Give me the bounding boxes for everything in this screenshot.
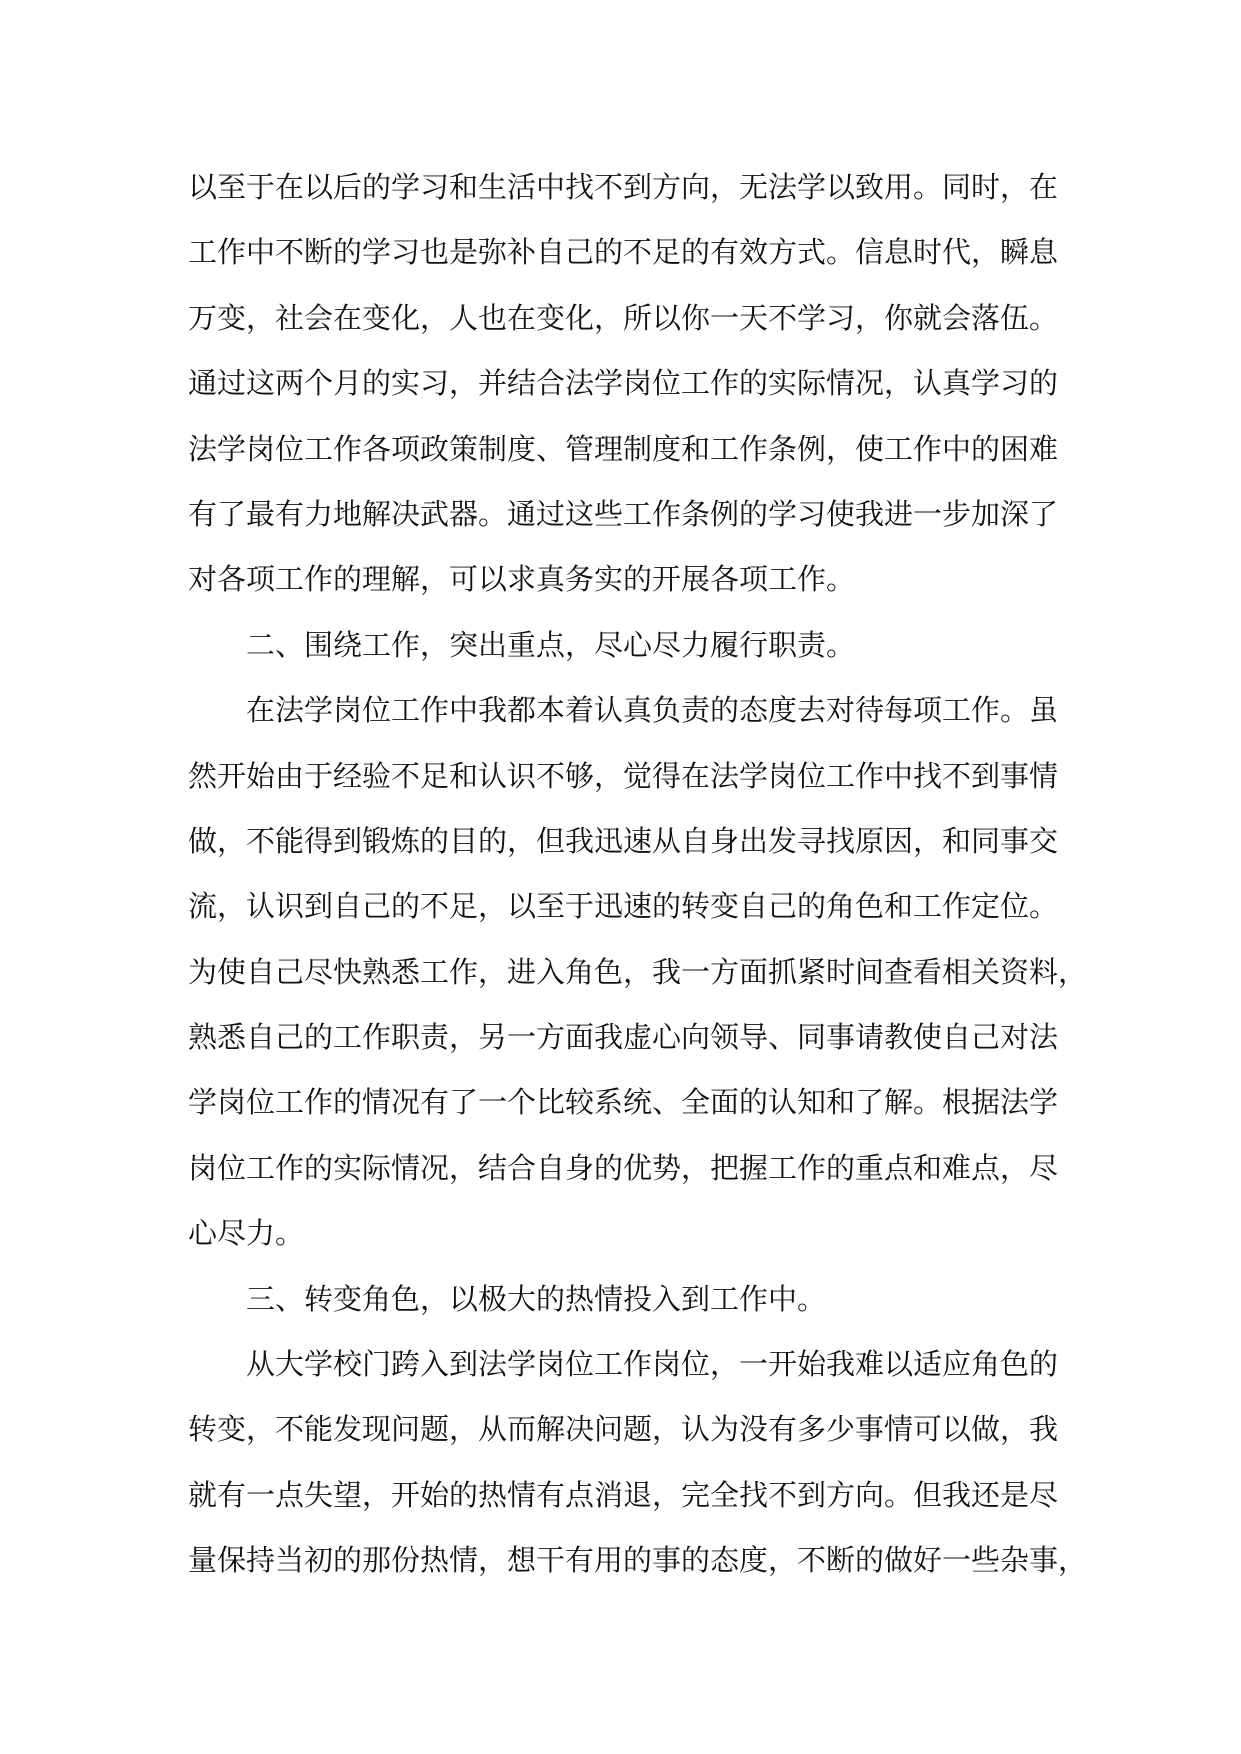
text-line: 从大学校门跨入到法学岗位工作岗位，一开始我难以适应角色的 (246, 1347, 1059, 1382)
text-line: 在法学岗位工作中我都本着认真负责的态度去对待每项工作。虽 (246, 693, 1059, 728)
text-line: 为使自己尽快熟悉工作，进入角色，我一方面抓紧时间查看相关资料， (188, 954, 1088, 989)
text-line: 对各项工作的理解，可以求真务实的开展各项工作。 (188, 562, 856, 597)
text-line: 二、围绕工作，突出重点，尽心尽力履行职责。 (246, 627, 856, 662)
text-line: 有了最有力地解决武器。通过这些工作条例的学习使我进一步加深了 (188, 496, 1059, 531)
text-line: 转变，不能发现问题，从而解决问题，认为没有多少事情可以做，我 (188, 1412, 1059, 1447)
text-line: 三、转变角色，以极大的热情投入到工作中。 (246, 1281, 827, 1316)
text-line: 学岗位工作的情况有了一个比较系统、全面的认知和了解。根据法学 (188, 1085, 1059, 1120)
text-line: 工作中不断的学习也是弥补自己的不足的有效方式。信息时代，瞬息 (188, 235, 1059, 270)
text-line: 以至于在以后的学习和生活中找不到方向，无法学以致用。同时，在 (188, 170, 1059, 204)
body-text (188, 155, 1088, 1594)
text-line: 万变，社会在变化，人也在变化，所以你一天不学习，你就会落伍。 (188, 300, 1059, 335)
text-line: 然开始由于经验不足和认识不够，觉得在法学岗位工作中找不到事情 (188, 758, 1059, 793)
text-line: 熟悉自己的工作职责，另一方面我虚心向领导、同事请教使自己对法 (188, 1020, 1059, 1055)
text-line: 法学岗位工作各项政策制度、管理制度和工作条例，使工作中的困难 (188, 431, 1059, 466)
text-line: 量保持当初的那份热情，想干有用的事的态度，不断的做好一些杂事， (188, 1543, 1088, 1578)
text-line: 通过这两个月的实习，并结合法学岗位工作的实际情况，认真学习的 (188, 366, 1059, 401)
text-line: 心尽力。 (188, 1216, 305, 1251)
text-line: 流，认识到自己的不足，以至于迅速的转变自己的角色和工作定位。 (188, 889, 1059, 924)
text-line: 岗位工作的实际情况，结合自身的优势，把握工作的重点和难点，尽 (188, 1150, 1059, 1185)
text-line: 就有一点失望，开始的热情有点消退，完全找不到方向。但我还是尽 (188, 1477, 1059, 1512)
text-line: 做，不能得到锻炼的目的，但我迅速从自身出发寻找原因，和同事交 (188, 823, 1059, 858)
